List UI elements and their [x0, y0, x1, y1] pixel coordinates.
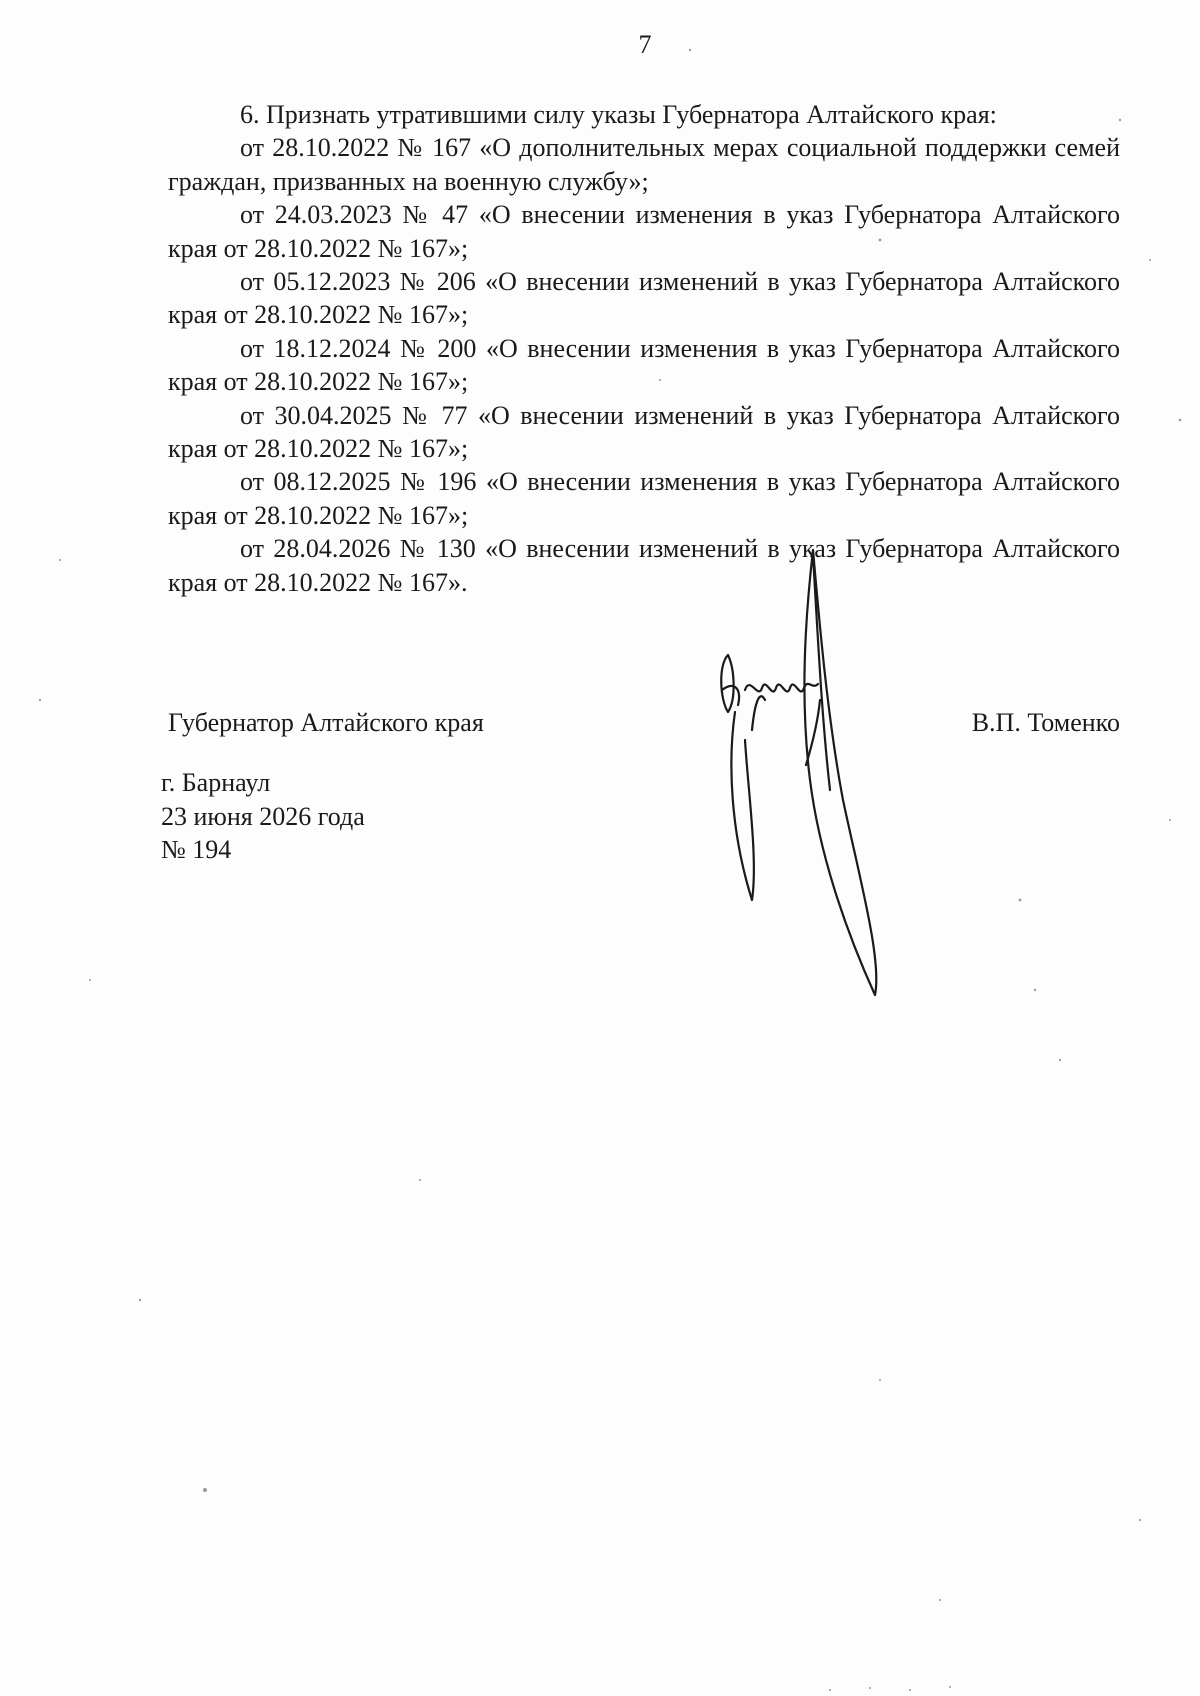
paragraph-item: от 28.04.2026 № 130 «О внесении изменений в указ Губернатора Алтайского края от 28.10.2022 № 167». — [168, 534, 1120, 597]
issue-place: г. Барнаул — [161, 768, 271, 797]
issue-date: 23 июня 2026 года — [161, 801, 365, 831]
signatory-title: Губернатор Алтайского края — [168, 708, 484, 737]
page-number: 7 — [638, 30, 652, 59]
issue-number: № 194 — [161, 835, 232, 864]
paragraph-item: от 05.12.2023 № 206 «О внесении изменений в указ Губернатора Алтайского края от 28.10.2022 № 167»; — [168, 267, 1120, 330]
paragraph-item: от 08.12.2025 № 196 «О внесении изменения в указ Губернатора Алтайского края от 28.10.2022 № 167»; — [168, 467, 1120, 530]
paragraph-item: от 24.03.2023 № 47 «О внесении изменения в указ Губернатора Алтайского края от 28.10.2022 № 167»; — [168, 200, 1120, 263]
signatory-name: В.П. Томенко — [971, 708, 1120, 737]
signature-block — [168, 708, 1120, 748]
issue-details — [161, 766, 365, 867]
paragraph-item: от 30.04.2025 № 77 «О внесении изменений в указ Губернатора Алтайского края от 28.10.2022 № 167»; — [168, 400, 1120, 464]
document-body — [168, 98, 1120, 599]
paragraph-item: от 28.10.2022 № 167 «О дополнительных мерах социальной поддержки семей граждан, призванных на военную службу»; — [168, 133, 1120, 196]
paragraph-heading: 6. Признать утратившими силу указы Губернатора Алтайского края: — [240, 100, 997, 129]
paragraph-item: от 18.12.2024 № 200 «О внесении изменения в указ Губернатора Алтайского края от 28.10.2022 № 167»; — [168, 333, 1120, 397]
